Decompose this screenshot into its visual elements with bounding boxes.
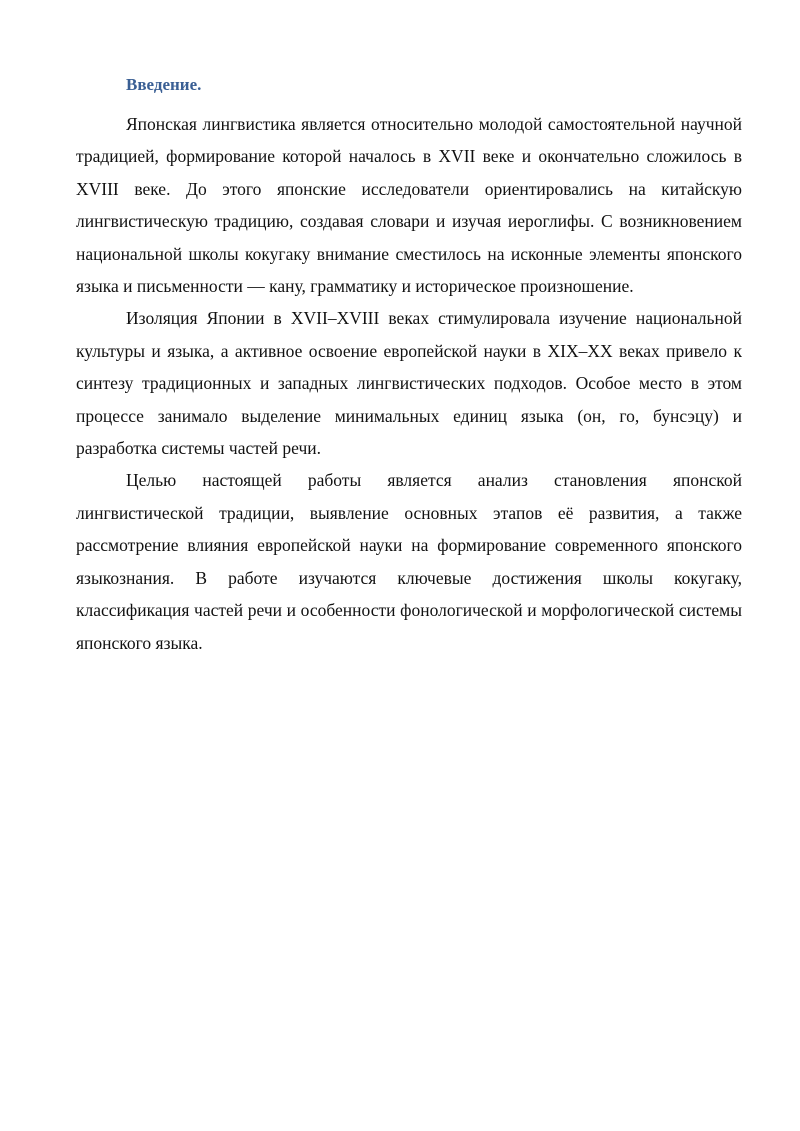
paragraph-2: Изоляция Японии в XVII–XVIII веках стимулировала изучение национальной культуры и языка, а активное освоение европейской науки в XIX–XX веках привело к синтезу традиционных и западных лингвистических подходов. Особое место в этом процессе занимало выделение минимальных единиц языка (он, го, бунсэцу) и разработка системы частей речи. <box>76 308 742 459</box>
paragraph-1: Японская лингвистика является относительно молодой самостоятельной научной традицией, формирование которой началось в XVII веке и окончательно сложилось в XVIII веке. До этого японские исследователи ориентировались на китайскую лингвистическую традицию, создавая словари и изучая иероглифы. С возникновением национальной школы кокугаку внимание сместилось на исконные элементы японского языка и письменности — кану, грамматику и историческое произношение. <box>76 114 742 297</box>
paragraph-3: Целью настоящей работы является анализ становления японской лингвистической традиции, выявление основных этапов её развития, а также рассмотрение влияния европейской науки на формирование современного японского языкознания. В работе изучаются ключевые достижения школы кокугаку, классификация частей речи и особенности фонологической и морфологической системы японского языка. <box>76 470 742 653</box>
section-heading: Введение. <box>126 75 202 94</box>
document-body <box>76 72 742 659</box>
